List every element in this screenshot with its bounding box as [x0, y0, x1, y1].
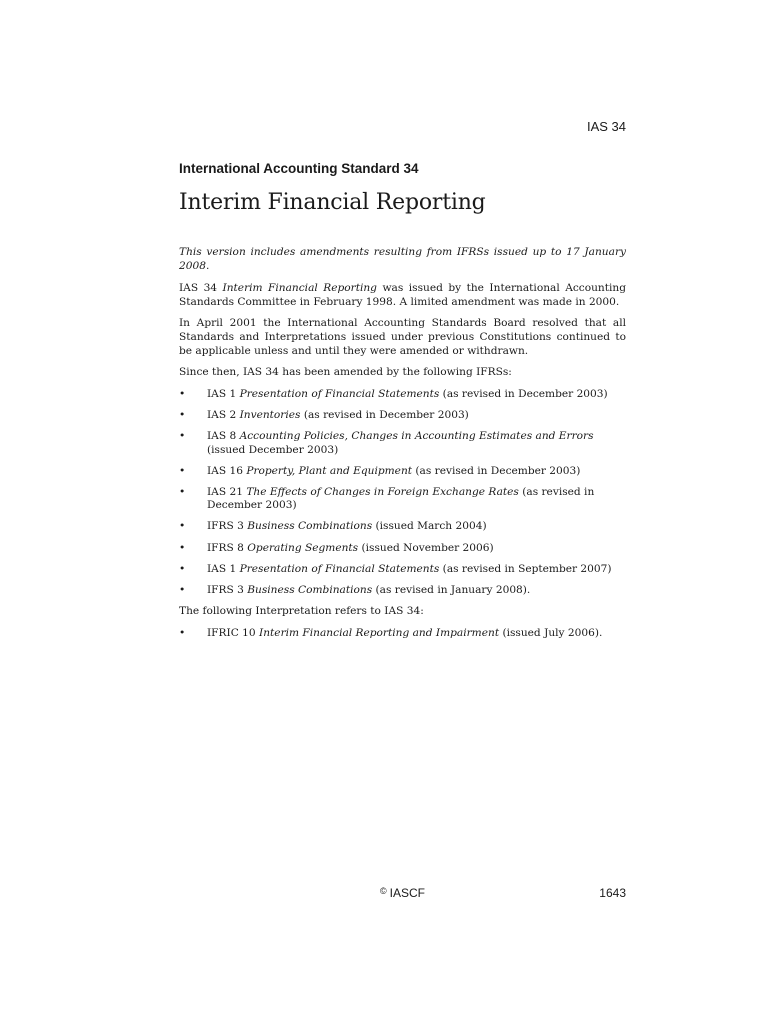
intro-paragraph-1	[179, 282, 626, 309]
item-title: Presentation of Financial Statements	[239, 562, 440, 575]
item-note: (issued December 2003)	[207, 443, 339, 456]
item-code: IAS 1	[207, 562, 240, 575]
list-item	[179, 520, 626, 534]
bullet-icon: •	[179, 541, 186, 554]
bullet-icon: •	[179, 387, 186, 400]
item-note: (as revised in September 2007)	[439, 562, 612, 575]
item-title: Business Combinations	[247, 520, 373, 533]
intro-standard-title: Interim Financial Reporting	[222, 282, 377, 295]
interpretation-intro: The following Interpretation refers to IAS 34:	[179, 605, 424, 618]
bullet-icon: •	[179, 520, 186, 533]
document-page	[179, 0, 626, 1024]
version-note: This version includes amendments resulting from IFRSs issued up to 17 January 2008.	[179, 246, 626, 272]
item-note: (as revised in December 2003)	[300, 408, 469, 421]
item-code: IFRS 3	[207, 583, 248, 596]
item-title: Property, Plant and Equipment	[246, 464, 413, 477]
item-code: IAS 16	[207, 464, 247, 477]
intro-paragraph-2: In April 2001 the International Accounting Standards Board resolved that all Standards and Interpretations issued under previous Constitutions continued to be applicable unless and until they were amended or withdrawn.	[179, 317, 626, 357]
item-code: IAS 21	[207, 485, 247, 498]
item-title: Inventories	[239, 408, 301, 421]
item-title: Interim Financial Reporting and Impairment	[259, 626, 500, 639]
page-title: Interim Financial Reporting	[179, 190, 486, 215]
bullet-icon: •	[179, 485, 186, 498]
list-item	[179, 584, 626, 598]
intro-text: was issued by the International Accounting Standards Committee in February 1998. A limited amendment was made in 2000.	[179, 282, 626, 308]
item-title: Operating Segments	[247, 541, 359, 554]
item-note: (issued March 2004)	[372, 520, 487, 533]
bullet-icon: •	[179, 408, 186, 421]
item-code: IFRIC 10	[207, 626, 260, 639]
item-note: (as revised in December 2003)	[412, 464, 581, 477]
item-note: (as revised in January 2008).	[372, 583, 531, 596]
item-note: (as revised in December 2003)	[207, 485, 595, 512]
item-note: (as revised in December 2003)	[439, 387, 608, 400]
list-item	[179, 465, 626, 479]
page-number: 1643	[599, 886, 626, 900]
item-title: Business Combinations	[247, 583, 373, 596]
intro-text: IAS 34	[179, 282, 223, 295]
standard-label: International Accounting Standard 34	[179, 161, 419, 176]
list-item	[179, 486, 626, 513]
item-note: (issued November 2006)	[358, 541, 494, 554]
bullet-icon: •	[179, 429, 186, 442]
interpretation-list	[179, 627, 626, 641]
copyright-icon: ©	[380, 886, 387, 896]
item-code: IAS 2	[207, 408, 240, 421]
item-code: IAS 8	[207, 429, 240, 442]
item-code: IFRS 8	[207, 541, 248, 554]
footer-copyright	[380, 886, 425, 900]
bullet-icon: •	[179, 583, 186, 596]
bullet-icon: •	[179, 626, 186, 639]
copyright-holder: IASCF	[389, 886, 425, 900]
list-item	[179, 542, 626, 556]
list-item	[179, 388, 626, 402]
item-title: Accounting Policies, Changes in Accounting Estimates and Errors	[239, 429, 594, 442]
intro-paragraph-3: Since then, IAS 34 has been amended by the following IFRSs:	[179, 366, 512, 379]
item-code: IFRS 3	[207, 520, 248, 533]
item-title: The Effects of Changes in Foreign Exchange Rates	[246, 485, 519, 498]
list-item	[179, 563, 626, 577]
running-head: IAS 34	[586, 119, 626, 134]
item-code: IAS 1	[207, 387, 240, 400]
list-item	[179, 409, 626, 423]
amendment-list	[179, 388, 626, 598]
item-title: Presentation of Financial Statements	[239, 387, 440, 400]
list-item	[179, 627, 626, 641]
item-note: (issued July 2006).	[499, 626, 603, 639]
document-body	[179, 246, 626, 648]
bullet-icon: •	[179, 464, 186, 477]
bullet-icon: •	[179, 562, 186, 575]
list-item	[179, 430, 626, 457]
